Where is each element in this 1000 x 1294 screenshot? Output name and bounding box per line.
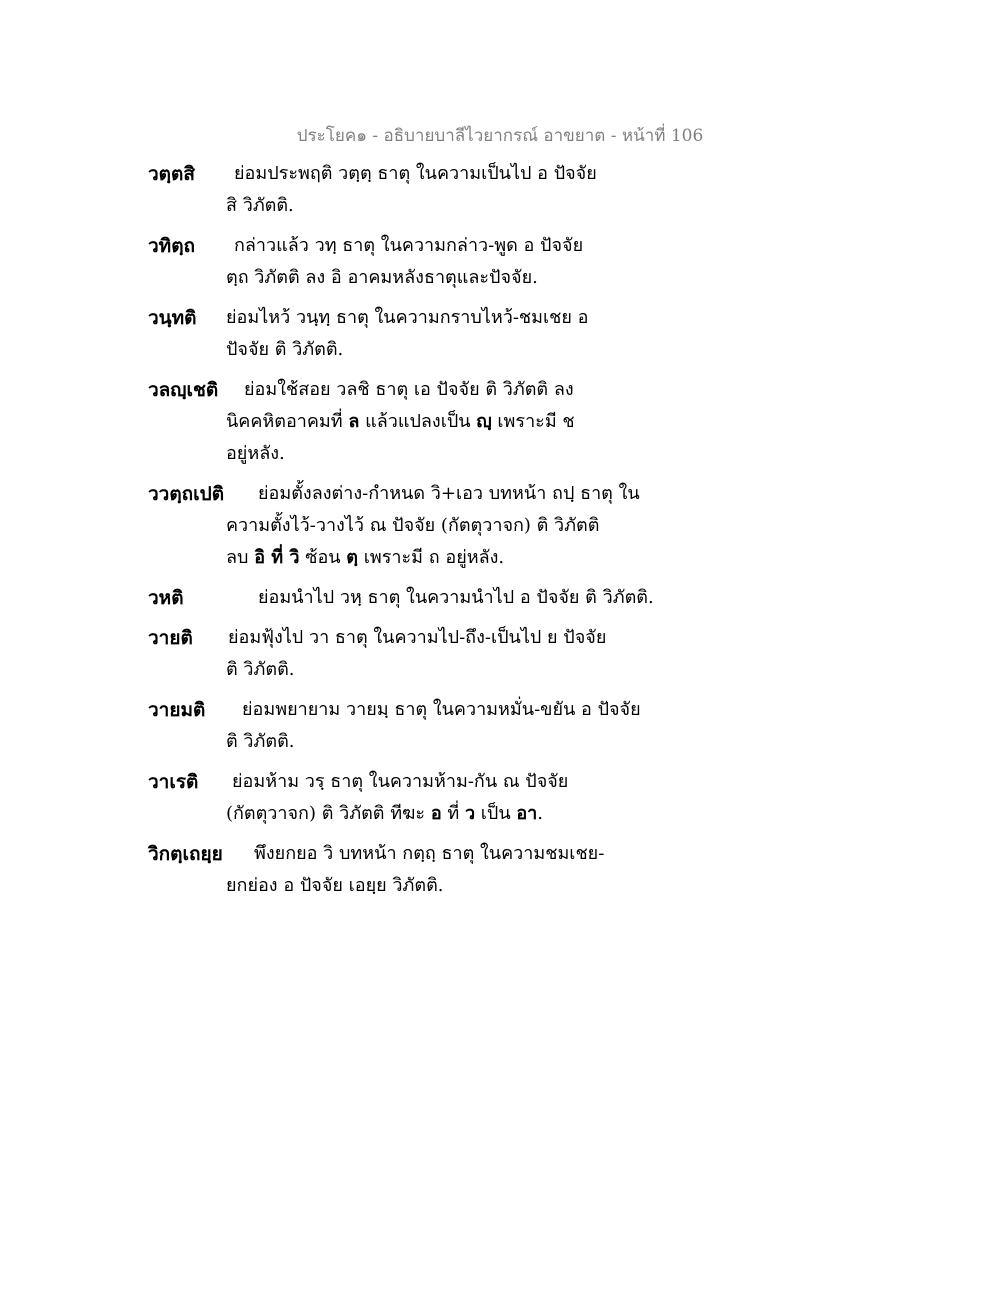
entry-term: วายมติ <box>148 699 206 721</box>
page-header: ประโยค๑ - อธิบายบาลีไวยากรณ์ อาขยาต - หน้าที่ 106 <box>296 126 704 146</box>
emphasis-text: อา <box>516 803 538 824</box>
entry-definition-line <box>148 190 848 222</box>
entry-term: วลญฺเชติ <box>148 379 219 401</box>
definition-text: ตฺถ วิภัตติ ลง อิ อาคมหลังธาตุและปัจจัย. <box>226 267 538 288</box>
entry-term: วนฺทติ <box>148 307 197 329</box>
entry-term: วตฺตสิ <box>148 163 195 185</box>
emphasis-text: ญฺ <box>476 411 492 432</box>
entry-term: วทิตฺถ <box>148 235 196 257</box>
entry-definition-line <box>148 582 848 614</box>
emphasis-text: ตฺ <box>346 547 358 568</box>
definition-text: ที่ <box>441 803 465 824</box>
entry-term: วหติ <box>148 587 184 609</box>
definition-text: เพราะมี ช <box>491 411 575 432</box>
entry <box>148 694 848 758</box>
glossary-entries <box>148 158 848 910</box>
entry-definition-line <box>148 478 848 510</box>
definition-text: กล่าวแล้ว วทฺ ธาตุ ในความกล่าว-พูด อ ปัจจัย <box>234 235 584 256</box>
definition-text: ย่อมประพฤติ วตฺตฺ ธาตุ ในความเป็นไป อ ปัจจัย <box>234 163 597 184</box>
definition-text: ยกย่อง อ ปัจจัย เอยฺย วิภัตติ. <box>226 875 444 896</box>
definition-text: เป็น <box>475 803 517 824</box>
definition-text: ย่อมตั้งลงต่าง-กำหนด วิ+เอว บทหน้า ถปฺ ธาตุ ใน <box>258 483 640 504</box>
entry-definition-line <box>148 302 848 334</box>
definition-text: ซ้อน <box>299 547 347 568</box>
entry-definition-line <box>148 334 848 366</box>
emphasis-text: ว <box>464 803 476 824</box>
entry-definition-line <box>148 622 848 654</box>
entry <box>148 158 848 222</box>
definition-text: ย่อมนำไป วหฺ ธาตุ ในความนำไป อ ปัจจัย ติ วิภัตติ. <box>258 587 654 608</box>
entry <box>148 302 848 366</box>
entry-term: วิกตฺเถยฺย <box>148 843 223 865</box>
definition-text: ย่อมไหว้ วนฺทฺ ธาตุ ในความกราบไหว้-ชมเชย อ <box>226 307 589 328</box>
entry-definition-line <box>148 510 848 542</box>
entry-definition-line <box>148 870 848 902</box>
entry-definition-line <box>148 766 848 798</box>
entry-definition-line <box>148 158 848 190</box>
entry-definition-line <box>148 694 848 726</box>
entry <box>148 478 848 574</box>
entry-term: วาเรติ <box>148 771 199 793</box>
entry-definition-line <box>148 374 848 406</box>
entry-term: วายติ <box>148 627 193 649</box>
entry-definition-line <box>148 262 848 294</box>
definition-text: ย่อมห้าม วรฺ ธาตุ ในความห้าม-กัน ณ ปัจจัย <box>232 771 569 792</box>
definition-text: ปัจจัย ติ วิภัตติ. <box>226 339 344 360</box>
definition-text: แล้วแปลงเป็น <box>359 411 477 432</box>
entry-definition-line <box>148 654 848 686</box>
entry-definition-line <box>148 838 848 870</box>
definition-text: ย่อมพยายาม วายมฺ ธาตุ ในความหมั่น-ขยัน อ ปัจจัย <box>242 699 641 720</box>
definition-text: อยู่หลัง. <box>226 443 285 464</box>
entry-definition-line <box>148 406 848 438</box>
definition-text: นิคคหิตอาคมที่ <box>226 411 349 432</box>
definition-text: ติ วิภัตติ. <box>226 659 295 680</box>
emphasis-text: อ <box>430 803 442 824</box>
definition-text: พึงยกยอ วิ บทหน้า กตฺถฺ ธาตุ ในความชมเชย- <box>254 843 605 864</box>
definition-text: ย่อมฟุ้งไป วา ธาตุ ในความไป-ถึง-เป็นไป ย ปัจจัย <box>228 627 607 648</box>
entry <box>148 374 848 470</box>
definition-text: ความตั้งไว้-วางไว้ ณ ปัจจัย (กัตตุวาจก) ติ วิภัตติ <box>226 515 600 536</box>
emphasis-text: ล <box>348 411 360 432</box>
definition-text: (กัตตุวาจก) ติ วิภัตติ ทีฆะ <box>226 803 431 824</box>
entry-definition-line <box>148 230 848 262</box>
entry <box>148 582 848 614</box>
entry-definition-line <box>148 726 848 758</box>
entry <box>148 230 848 294</box>
emphasis-text: อิ ที่ วิ <box>254 547 300 568</box>
entry <box>148 838 848 902</box>
entry <box>148 766 848 830</box>
definition-text: ย่อมใช้สอย วลชิ ธาตุ เอ ปัจจัย ติ วิภัตติ ลง <box>244 379 574 400</box>
entry-definition-line <box>148 542 848 574</box>
entry-definition-line <box>148 798 848 830</box>
definition-text: . <box>537 803 544 824</box>
definition-text: ติ วิภัตติ. <box>226 731 295 752</box>
definition-text: สิ วิภัตติ. <box>226 195 294 216</box>
entry <box>148 622 848 686</box>
definition-text: เพราะมี ถ อยู่หลัง. <box>358 547 505 568</box>
entry-definition-line <box>148 438 848 470</box>
entry-term: ววตฺถเปติ <box>148 483 225 505</box>
definition-text: ลบ <box>226 547 255 568</box>
